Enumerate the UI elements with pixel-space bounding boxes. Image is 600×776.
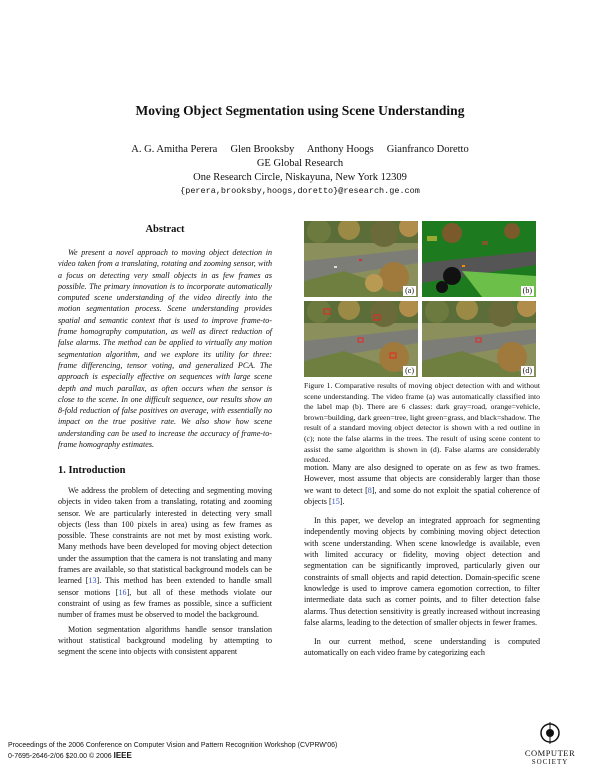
baseline-detection-image — [304, 301, 418, 377]
proceedings-line: Proceedings of the 2006 Conference on Computer Vision and Pattern Recognition Workshop (CVPRW'06) — [8, 742, 338, 749]
computer-society-emblem-icon — [538, 722, 562, 744]
intro-paragraph-2: Motion segmentation algorithms handle sensor translation without statistical background modeling by attempting to segment the scene into objects with consistent apparent — [58, 624, 272, 657]
introduction-heading: 1. Introduction — [58, 465, 126, 476]
page-footer — [8, 741, 337, 762]
introduction-body — [58, 485, 272, 657]
address: One Research Circle, Niskayuna, New York 12309 — [193, 172, 407, 183]
affiliation: GE Global Research — [256, 158, 344, 169]
figure-panel-d — [422, 301, 536, 377]
video-frame-image — [304, 221, 418, 297]
panel-label: (a) — [405, 286, 414, 295]
isbn-line: 0-7695-2646-2/06 $20.00 © 2006 IEEE — [8, 751, 132, 760]
citation-link[interactable]: 13 — [88, 576, 97, 586]
panel-label: (c) — [405, 366, 414, 375]
figure-panel-c — [304, 301, 418, 377]
label-map-image — [422, 221, 536, 297]
figure-panel-a — [304, 221, 418, 297]
panel-label: (d) — [522, 366, 532, 375]
abstract-heading: Abstract — [145, 224, 185, 235]
right-paragraph-1: motion. Many are also designed to operate on as few as two frames. However, most assume that objects are considerably larger than those we want to detect [8], and some do not exploit the spatial coherence of objects [15]. — [304, 463, 541, 506]
scene-assisted-detection-image — [422, 301, 536, 377]
figure-1 — [304, 221, 540, 376]
abstract-body: We present a novel approach to moving object detection in video taken from a translating, rotating and zooming sensor, with a focus on detecting very small objects in as few frames as possible. The primary innovation is to incorporate automatically computed scene understanding of the video directly into the motion segmentation process. Scene understanding provides spatial and semantic context that is used to improve frame-to-frame homography computation, as well as direct reduction of false alarms. The method can be applied to virtually any motion segmentation algorithm, and we explore its utility for three: frame differencing, tensor voting, and generalized PCA. The approach is especially effective on sequences with large scene depth and much parallax, as often occurs when the sensor is close to the scene. In one difficult sequence, our results show an 8-fold reduction of false positives on average, with essentially no impact on the true positive rate. We also show how scene understanding can be used to increase the accuracy of frame-to-frame homography estimates. — [58, 248, 272, 450]
right-paragraph-2: In this paper, we develop an integrated approach for segmenting independently moving objects by combining moving object detection with scene understanding. When scene knowledge is available, even with limited accuracy or fidelity, moving object detection and segmentation can be significantly improved, particularly given our constraints of small objects and rapid detection. Domain-specific scene knowledge is used to improve camera egomotion correction, to filter intermediate data such as corner points, and to filter detection false alarms. Thus detection sensitivity is greatly increased without increasing false alarms, leading to the detection of smaller objects in fewer frames. — [304, 516, 540, 627]
intro-paragraph-1: We address the problem of detecting and segmenting moving objects in video taken from a translating, rotating and zooming sensor. We are particularly interested in detecting very small objects (less than 100 pixels in area) using as few frames as possible. These constraints are not met by most existing work. Many methods have been developed for moving object detection under the assumption that the camera is not translating and many frames are available, so that statistical background models can be learned [13]. This method has been extended to handle small sensor motions [16], but all of these methods violate our constraint of using as few frames as possible, since a sufficient number of frames must be observed to model the background. — [58, 486, 272, 620]
right-column-body — [304, 462, 540, 667]
paper-title: Moving Object Segmentation using Scene Understanding — [135, 103, 465, 118]
right-paragraph-3: In our current method, scene understanding is computed automatically on each video frame by categorizing each — [304, 637, 540, 658]
citation-link[interactable]: 15 — [331, 496, 340, 506]
author-emails: {perera,brooksby,hoogs,doretto}@research.ge.com — [180, 186, 420, 196]
figure-panel-b — [422, 221, 536, 297]
figure-caption: Figure 1. Comparative results of moving object detection with and without scene understanding. The video frame (a) was automatically classified into the label map (b). There are 6 classes: dark gray=road, orange=vehicle, brown=building, dark green=tree, light green=grass, and black=shadow. The result of a standard moving object detector is shown with a red outline in (c); note the false alarms in the trees. The result of using scene content to assist the same algorithm is shown in (d). False alarms are considerably reduced. — [304, 381, 540, 465]
citation-link[interactable]: 8 — [367, 485, 372, 495]
citation-link[interactable]: 16 — [118, 587, 127, 597]
panel-label: (b) — [522, 286, 532, 295]
computer-society-logo: COMPUTER SOCIETY — [515, 722, 585, 767]
ieee-logo: IEEE — [113, 751, 132, 760]
author-list: A. G. Amitha Perera Glen Brooksby Anthony Hoogs Gianfranco Doretto — [131, 144, 469, 155]
